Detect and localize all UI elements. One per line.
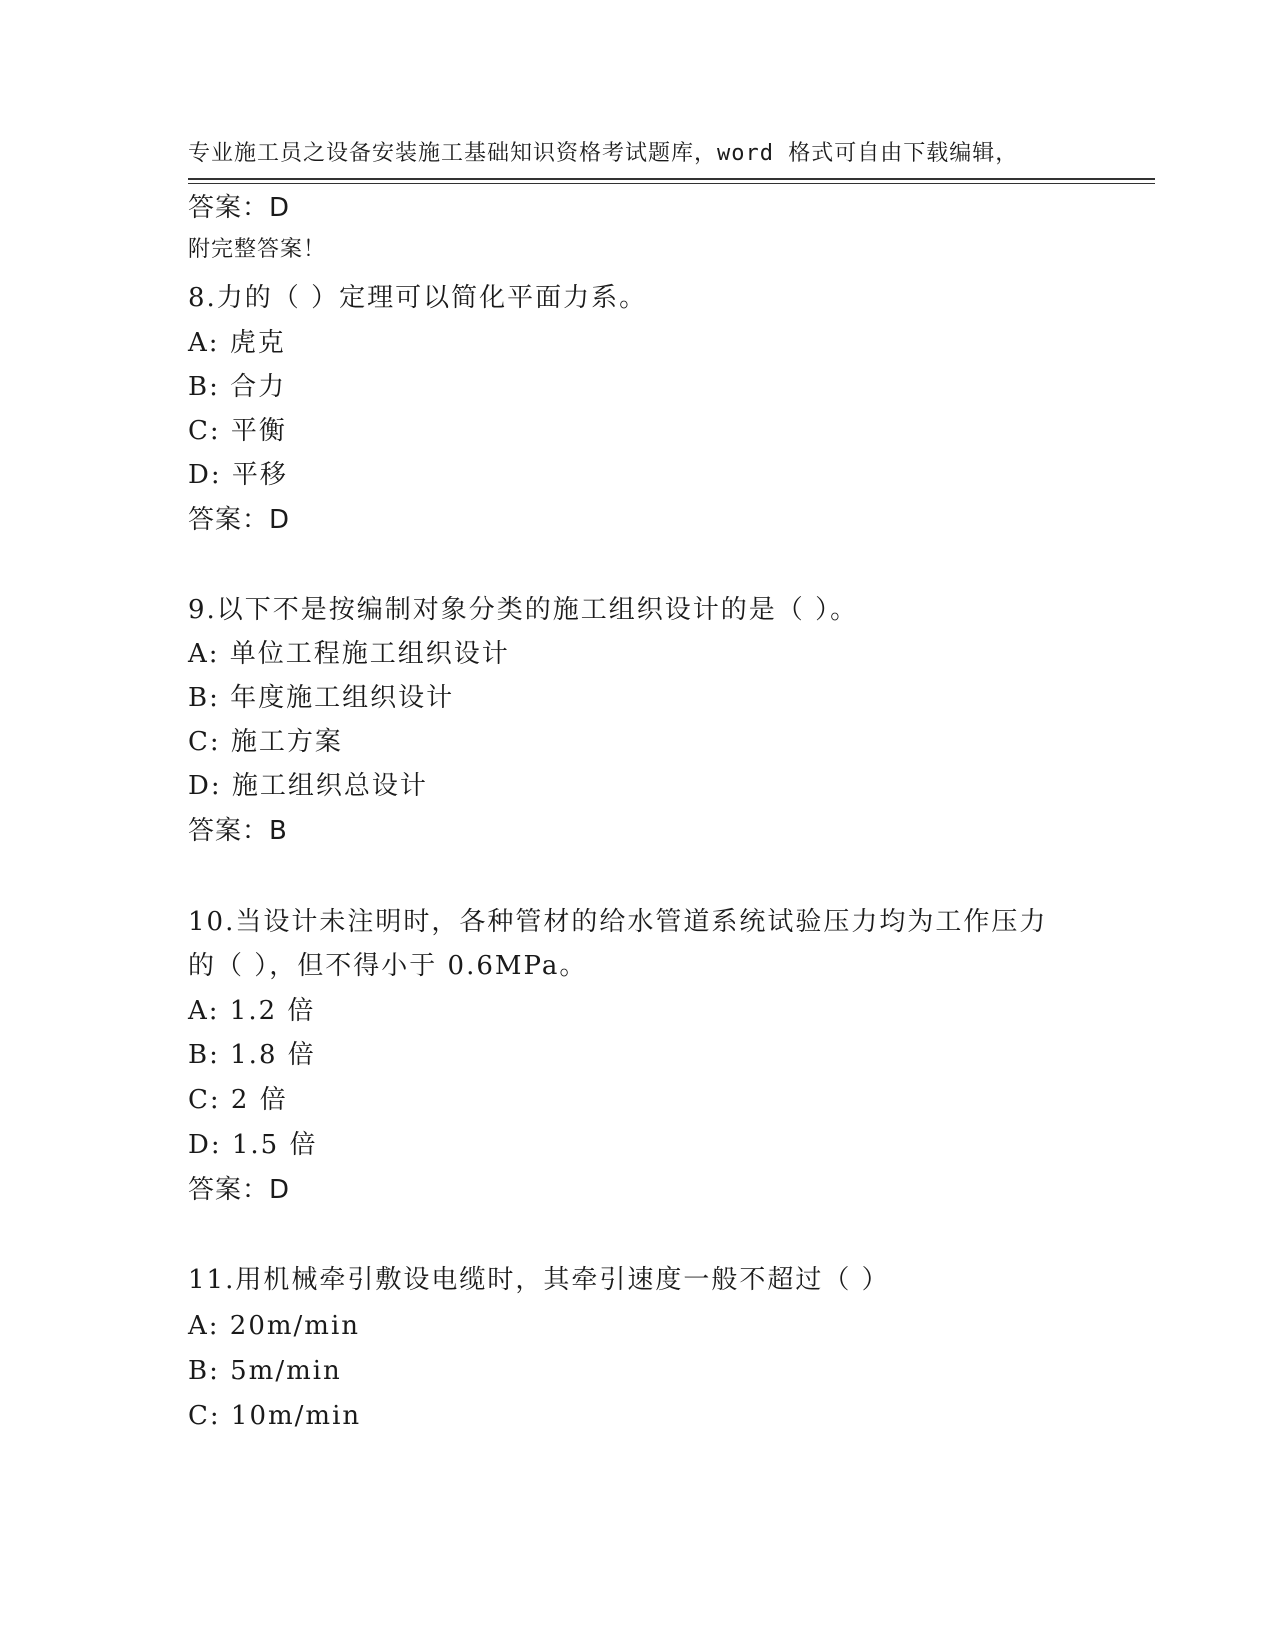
question-8-option-c: C: 平衡: [188, 416, 287, 446]
question-10-stem-line-1: 10.当设计未注明时，各种管材的给水管道系统试验压力均为工作压力: [188, 907, 1048, 937]
question-10-option-a: A: 1.2 倍: [188, 996, 316, 1026]
question-11-option-c: C: 10m/min: [188, 1401, 362, 1431]
question-10-option-b: B: 1.8 倍: [188, 1040, 316, 1070]
question-11-stem: 11.用机械牵引敷设电缆时，其牵引速度一般不超过（ ）: [188, 1265, 890, 1295]
question-8-option-b: B: 合力: [188, 372, 287, 402]
header-line-2: 附完整答案！: [188, 237, 327, 262]
header-rule-thin: [188, 183, 1155, 184]
question-10-stem-line-2: 的（ ），但不得小于 0.6MPa。: [188, 951, 588, 981]
question-9-option-c: C: 施工方案: [188, 727, 343, 757]
question-8-stem: 8.力的（ ）定理可以简化平面力系。: [188, 283, 648, 313]
question-8-option-a: A: 虎克: [188, 328, 286, 358]
question-8-option-d: D: 平移: [188, 460, 288, 490]
header-line-1: 专业施工员之设备安装施工基础知识资格考试题库，word 格式可自由下载编辑，: [188, 141, 1019, 166]
question-9-answer: 答案：B: [188, 816, 288, 846]
question-11-option-a: A: 20m/min: [188, 1311, 361, 1341]
header-rule-thick: [188, 178, 1155, 180]
question-9-stem: 9.以下不是按编制对象分类的施工组织设计的是（ ）。: [188, 595, 859, 625]
question-10-option-d: D: 1.5 倍: [188, 1130, 318, 1160]
question-10-option-c: C: 2 倍: [188, 1085, 288, 1115]
question-8-answer: 答案：D: [188, 505, 291, 535]
question-11-option-b: B: 5m/min: [188, 1356, 342, 1386]
previous-answer: 答案：D: [188, 193, 291, 223]
question-9-option-d: D: 施工组织总设计: [188, 771, 428, 801]
question-9-option-b: B: 年度施工组织设计: [188, 683, 455, 713]
question-10-answer: 答案：D: [188, 1175, 291, 1205]
question-9-option-a: A: 单位工程施工组织设计: [188, 639, 510, 669]
